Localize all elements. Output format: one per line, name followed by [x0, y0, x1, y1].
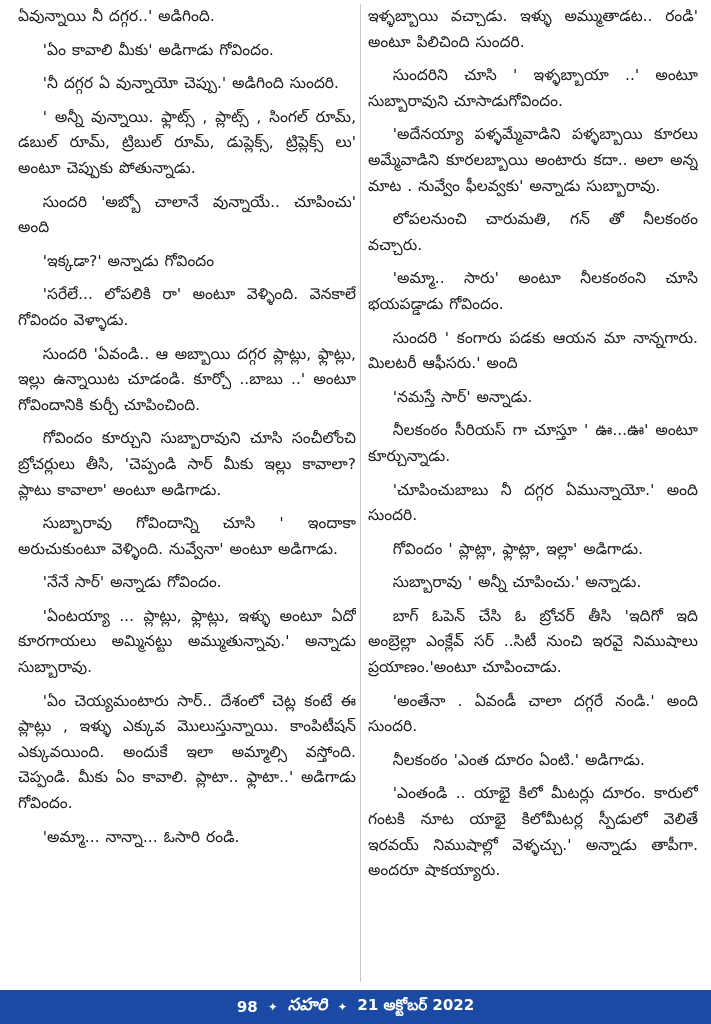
paragraph: 'నీ దగ్గర ఏ వున్నాయో చెప్పు.' అడిగింది సుందరి.: [42, 74, 339, 93]
page-number: 98: [236, 998, 258, 1016]
paragraph: 'ఏం కావాలి మీకు' అడిగాడు గోవిందం.: [42, 40, 274, 59]
magazine-name: సహరి: [287, 995, 328, 1015]
paragraph: 'నమస్తే సార్' అన్నాడు.: [392, 387, 533, 406]
issue-date: 21 అక్టోబర్ 2022: [357, 996, 475, 1014]
paragraph: 'చూపించుబాబు నీ దగ్గర ఏమున్నాయో.' అంది సుందరి.: [368, 480, 698, 525]
paragraph: 'ఏం చెయ్యమంటారు సార్.. దేశంలో చెట్ల కంటే ఈ ప్లాట్లు , ఇళ్ళు ఎక్కువ మొలుస్తున్నాయి. కాంపిటీషన్ ఎక్కువయింది. అందుకే ఇలా అమ్మాల్సి వస్తోంది. చెప్పండి. మీకు ఏం కావాలి. ప్లాటా.. ఫ్లాటా..' అడిగాడు గోవిందం.: [18, 691, 356, 813]
separator-star-icon: ✦: [337, 1000, 348, 1014]
right-text-column: [368, 4, 698, 986]
paragraph: ఏవున్నాయి నీ దగ్గర..' అడిగింది.: [18, 7, 215, 25]
separator-star-icon: ✦: [267, 1000, 278, 1014]
paragraph: 'నేనే సార్' అన్నాడు గోవిందం.: [42, 573, 222, 592]
paragraph: 'ఇక్కడా?' అన్నాడు గోవిందం: [42, 251, 215, 270]
paragraph: సుందరి ' కంగారు పడకు ఆయన మా నాన్నగారు. మిలటరీ ఆఫీసరు.' అంది: [368, 328, 698, 373]
paragraph: సుబ్బారావు ' అన్నీ చూపించు.' అన్నాడు.: [392, 573, 642, 592]
paragraph: 'అదేనయ్యా పళ్ళమ్మేవాడిని పళ్ళబ్బాయి కూరలు అమ్మేవాడిని కూరలబ్బాయి అంటారు కదా.. అలా అన్న మాట . నువ్వేం ఫీలవ్వకు' అన్నాడు సుబ్బారావు.: [368, 125, 698, 195]
paragraph: 'అంతేనా . ఏవండీ చాలా దగ్గరే నండి.' అంది సుందరి.: [368, 691, 698, 736]
paragraph: సుందరి 'ఏవండి.. ఆ అబ్బాయి దగ్గర ప్లాట్లు, ఫ్లాట్లు, ఇల్లు ఉన్నాయిట చూడండి. కూర్చో ..బాబు ..' అంటూ గోవిందానికి కుర్చీ చూపించింది.: [18, 344, 356, 414]
paragraph: లోపలనుంచి చారుమతి, గన్ తో నీలకంఠం వచ్చారు.: [368, 210, 698, 254]
paragraph: 'సరేలే... లోపలికి రా' అంటూ వెళ్ళింది. వెనకాలే గోవిందం వెళ్ళాడు.: [18, 285, 356, 329]
paragraph: గోవిందం ' ప్లాట్లా, ఫ్లాట్లా, ఇల్లా' అడిగాడు.: [392, 539, 644, 558]
paragraph: నీలకంఠం సీరియస్ గా చూస్తూ ' ఊ...ఊ' అంటూ కూర్చున్నాడు.: [368, 421, 698, 465]
paragraph: 'అమ్మా... నాన్నా... ఓసారి రండి.: [42, 827, 240, 846]
paragraph: గోవిందం కూర్చుని సుబ్బారావుని చూసి సంచీలోంచి బ్రోచర్లులు తీసి, 'చెప్పండి సార్ మీకు ఇల్లు కావాలా? ప్లాటు కావాలా' అంటూ అడిగాడు.: [18, 429, 356, 499]
paragraph: సుబ్బారావు గోవిందాన్ని చూసి ' ఇందాకా అరుచుకుంటూ వెళ్ళింది. నువ్వేనా' అంటూ అడిగాడు.: [18, 514, 356, 558]
paragraph: 'అమ్మా.. సారు' అంటూ నీలకంఠంని చూసి భయపడ్డాడు గోవిందం.: [368, 269, 698, 313]
paragraph: బాగ్ ఓపెన్ చేసి ఓ బ్రోచర్ తీసి 'ఇదిగో ఇది అంబ్రెల్లా ఎంక్లేవ్ సర్ ..సిటీ నుంచి ఇరవై నిముషాలు ప్రయాణం.'అంటూ చూపించాడు.: [368, 606, 698, 677]
paragraph: 'ఏంటయ్యా ... ప్లాట్లు, ఫ్లాట్లు, ఇళ్ళు అంటూ ఏదో కూరగాయలు అమ్మినట్టు అమ్ముతున్నావు.' అన్నాడు సుబ్బారావు.: [18, 606, 356, 677]
left-text-column: [18, 4, 356, 986]
page-footer: [0, 990, 711, 1024]
paragraph: ' అన్నీ వున్నాయి. ఫ్లాట్స్ , ప్లాట్స్ , సింగల్ రూమ్, డబుల్ రూమ్, ట్రిబుల్ రూమ్, డుప్లెక్స్, ట్రిప్లెక్స్ లు' అంటూ చెప్పుకు పోతున్నాడు.: [18, 107, 356, 177]
paragraph: సుందరి 'అబ్బో చాలానే వున్నాయే.. చూపించు' అంది: [18, 192, 356, 237]
paragraph: సుందరిని చూసి ' ఇళ్ళబ్బాయా ..' అంటూ సుబ్బారావుని చూసాడుగోవిందం.: [368, 66, 698, 110]
paragraph: నీలకంఠం 'ఎంత దూరం ఏంటి.' అడిగాడు.: [392, 750, 645, 769]
paragraph: 'ఎంతండి .. యాభై కిలో మీటర్లు దూరం. కారులో గంటకి నూట యాభై కిలోమీటర్ల స్పీడులో వెలితే ఇరవయ్ నిముషాల్లో వెళ్ళచ్చు.' అన్నాడు తాపీగా. అందరూ షాకయ్యారు.: [368, 784, 698, 880]
paragraph: ఇళ్ళబ్బాయి వచ్చాడు. ఇళ్ళు అమ్ముతాడట.. రండి' అంటూ పిలిచింది సుందరి.: [368, 7, 698, 51]
column-divider: [360, 4, 361, 982]
